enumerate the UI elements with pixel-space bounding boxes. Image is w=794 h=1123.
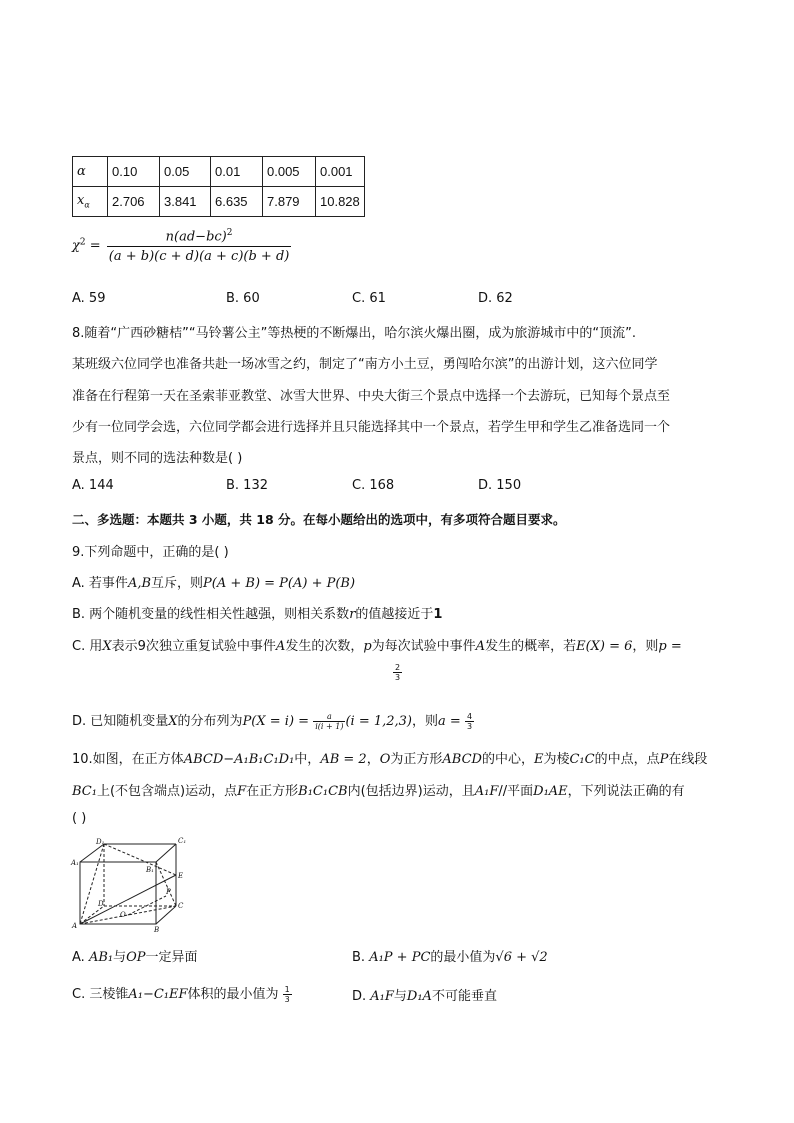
table-cell: $x_\alpha$ — [73, 187, 108, 217]
label-o: O — [120, 911, 126, 919]
q9-stem: 9.下列命题中，正确的是( ) — [72, 545, 229, 560]
q8-line: 少有一位同学会选，六位同学都会进行选择并且只能选择其中一个景点，若学生甲和学生乙准备选同一个 — [72, 420, 671, 435]
table-cell: 2.706 — [108, 187, 160, 217]
q8-line: 8.随着“广西砂糖桔”“马铃薯公主”等热梗的不断爆出，哈尔滨火爆出圈，成为旅游城市中的“顶流”. — [72, 326, 636, 341]
table-cell: 6.635 — [211, 187, 263, 217]
q8-line: 景点，则不同的选法种数是( ) — [72, 451, 243, 466]
q8-line: 某班级六位同学也准备共赴一场冰雪之约，制定了“南方小土豆，勇闯哈尔滨”的出游计划，这六位同学 — [72, 357, 658, 372]
label-b: B — [154, 926, 160, 932]
table-cell: α — [73, 157, 108, 187]
cube-front-face — [80, 862, 156, 924]
label-d1: D₁ — [96, 838, 105, 846]
critical-value-table — [72, 156, 365, 217]
label-a: A — [72, 922, 78, 930]
q10-option-b: B. A₁P + PC的最小值为√6 + √2 — [352, 950, 548, 965]
table-cell: 0.01 — [211, 157, 263, 187]
q8-option-a: A. 144 — [72, 478, 114, 493]
table-cell: 7.879 — [263, 187, 316, 217]
label-b1: B₁ — [146, 866, 154, 874]
q9-option-c: C. 用X表示9次独立重复试验中事件A发生的次数，p为每次试验中事件A发生的概率，若E(X) = 6，则p = — [72, 639, 682, 654]
table-cell: 0.05 — [160, 157, 211, 187]
section-heading: 二、多选题：本题共 3 小题，共 18 分。在每小题给出的选项中，有多项符合题目要求。 — [72, 512, 566, 527]
q8-option-d: D. 150 — [478, 478, 522, 493]
label-c: C — [178, 902, 184, 910]
table-cell: 0.10 — [108, 157, 160, 187]
q9-option-a: A. 若事件A,B互斥，则P(A + B) = P(A) + P(B) — [72, 576, 356, 591]
table-cell: 10.828 — [316, 187, 365, 217]
q10-option-a: A. AB₁与OP一定异面 — [72, 950, 198, 965]
label-d: D — [98, 900, 104, 908]
label-e: E — [178, 872, 184, 880]
label-p: P — [166, 888, 171, 896]
q7-option-b: B. 60 — [226, 291, 260, 306]
table-row — [73, 157, 365, 187]
table-row — [73, 187, 365, 217]
q9-c-fraction: $\frac{2}{3}$ — [395, 663, 401, 682]
table-cell: 0.005 — [263, 157, 316, 187]
table-cell: 0.001 — [316, 157, 365, 187]
q7-option-d: D. 62 — [478, 291, 513, 306]
q10-line-3: ( ) — [72, 811, 87, 826]
q9-option-b: B. 两个随机变量的线性相关性越强，则相关系数r的值越接近于1 — [72, 607, 443, 622]
q10-option-d: D. A₁F与D₁A不可能垂直 — [352, 989, 497, 1004]
q7-option-a: A. 59 — [72, 291, 106, 306]
label-c1: C₁ — [178, 837, 187, 845]
chi-square-formula: $\chi^2$ = $\frac{n(ad-bc)^2}{(a + b)(c + d)(a + c)(b + d)}$ — [72, 228, 290, 265]
q8-line: 准备在行程第一天在圣索菲亚教堂、冰雪大世界、中央大街三个景点中选择一个去游玩，已知每个景点至 — [72, 389, 671, 404]
q10-line-1: 10.如图，在正方体ABCD−A₁B₁C₁D₁中，AB = 2，O为正方形ABCD的中心，E为棱C₁C的中点，点P在线段 — [72, 752, 708, 767]
q8-option-c: C. 168 — [352, 478, 395, 493]
q10-line-2: BC₁上(不包含端点)运动，点F在正方形B₁C₁CB内(包括边界)运动，且A₁F//平面D₁AE，下列说法正确的有 — [72, 784, 685, 799]
label-a1: A₁ — [71, 859, 79, 867]
q9-option-d: D. 已知随机变量X的分布列为P(X = i) = $\frac{a}{i(i + 1)}$ (i = 1,2,3)，则a = $\frac{4}{3}$ — [72, 712, 473, 731]
q7-option-c: C. 61 — [352, 291, 386, 306]
cube-figure — [68, 836, 192, 932]
q10-option-c: C. 三棱锥A₁−C₁EF体积的最小值为 $\frac{1}{3}$ — [72, 985, 290, 1004]
q8-option-b: B. 132 — [226, 478, 268, 493]
table-cell: 3.841 — [160, 187, 211, 217]
